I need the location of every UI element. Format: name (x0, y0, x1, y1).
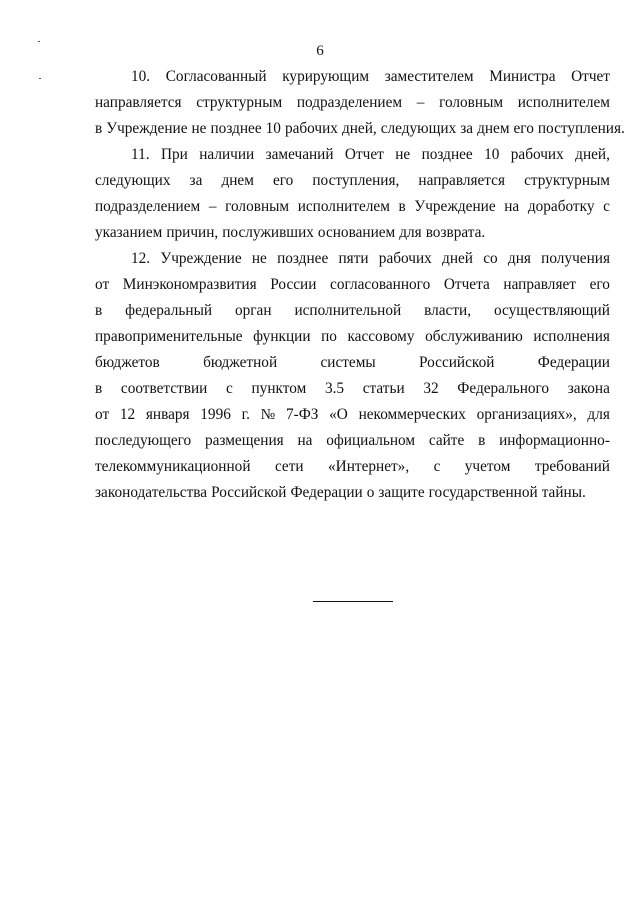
text-line: в федеральный орган исполнительной власти, осуществляющий (95, 302, 610, 319)
text-line: в Учреждение не позднее 10 рабочих дней, следующих за днем его поступления. (95, 120, 625, 137)
text-line: законодательства Российской Федерации о защите государственной тайны. (95, 484, 586, 501)
text-line: указанием причин, послуживших основанием для возврата. (95, 224, 486, 241)
paragraph-11 (95, 142, 610, 246)
scan-speck (39, 78, 41, 79)
text-line: от 12 января 1996 г. № 7-ФЗ «О некоммерческих организациях», для (95, 406, 610, 423)
text-line: подразделением – головным исполнителем в Учреждение на доработку с (95, 198, 610, 215)
text-line: бюджетов бюджетной системы Российской Федерации (95, 354, 610, 371)
paragraph-12 (95, 246, 610, 506)
text-line: телекоммуникационной сети «Интернет», с учетом требований (95, 458, 610, 475)
text-line: в соответствии с пунктом 3.5 статьи 32 Федерального закона (95, 380, 610, 397)
text-line: 12. Учреждение не позднее пяти рабочих дней со дня получения (131, 250, 610, 267)
text-line: от Минэкономразвития России согласованного Отчета направляет его (95, 276, 610, 293)
text-line: правоприменительные функции по кассовому обслуживанию исполнения (95, 328, 610, 345)
paragraph-10 (95, 64, 625, 142)
text-line: 11. При наличии замечаний Отчет не позднее 10 рабочих дней, (131, 146, 610, 163)
document-body (95, 64, 625, 506)
text-line: 10. Согласованный курирующим заместителем Министра Отчет (131, 68, 610, 85)
end-separator-line (313, 601, 393, 602)
text-line: направляется структурным подразделением – головным исполнителем (95, 94, 610, 111)
page-number: 6 (316, 43, 324, 59)
text-line: последующего размещения на официальном сайте в информационно- (95, 432, 610, 449)
text-line: следующих за днем его поступления, направляется структурным (95, 172, 610, 189)
